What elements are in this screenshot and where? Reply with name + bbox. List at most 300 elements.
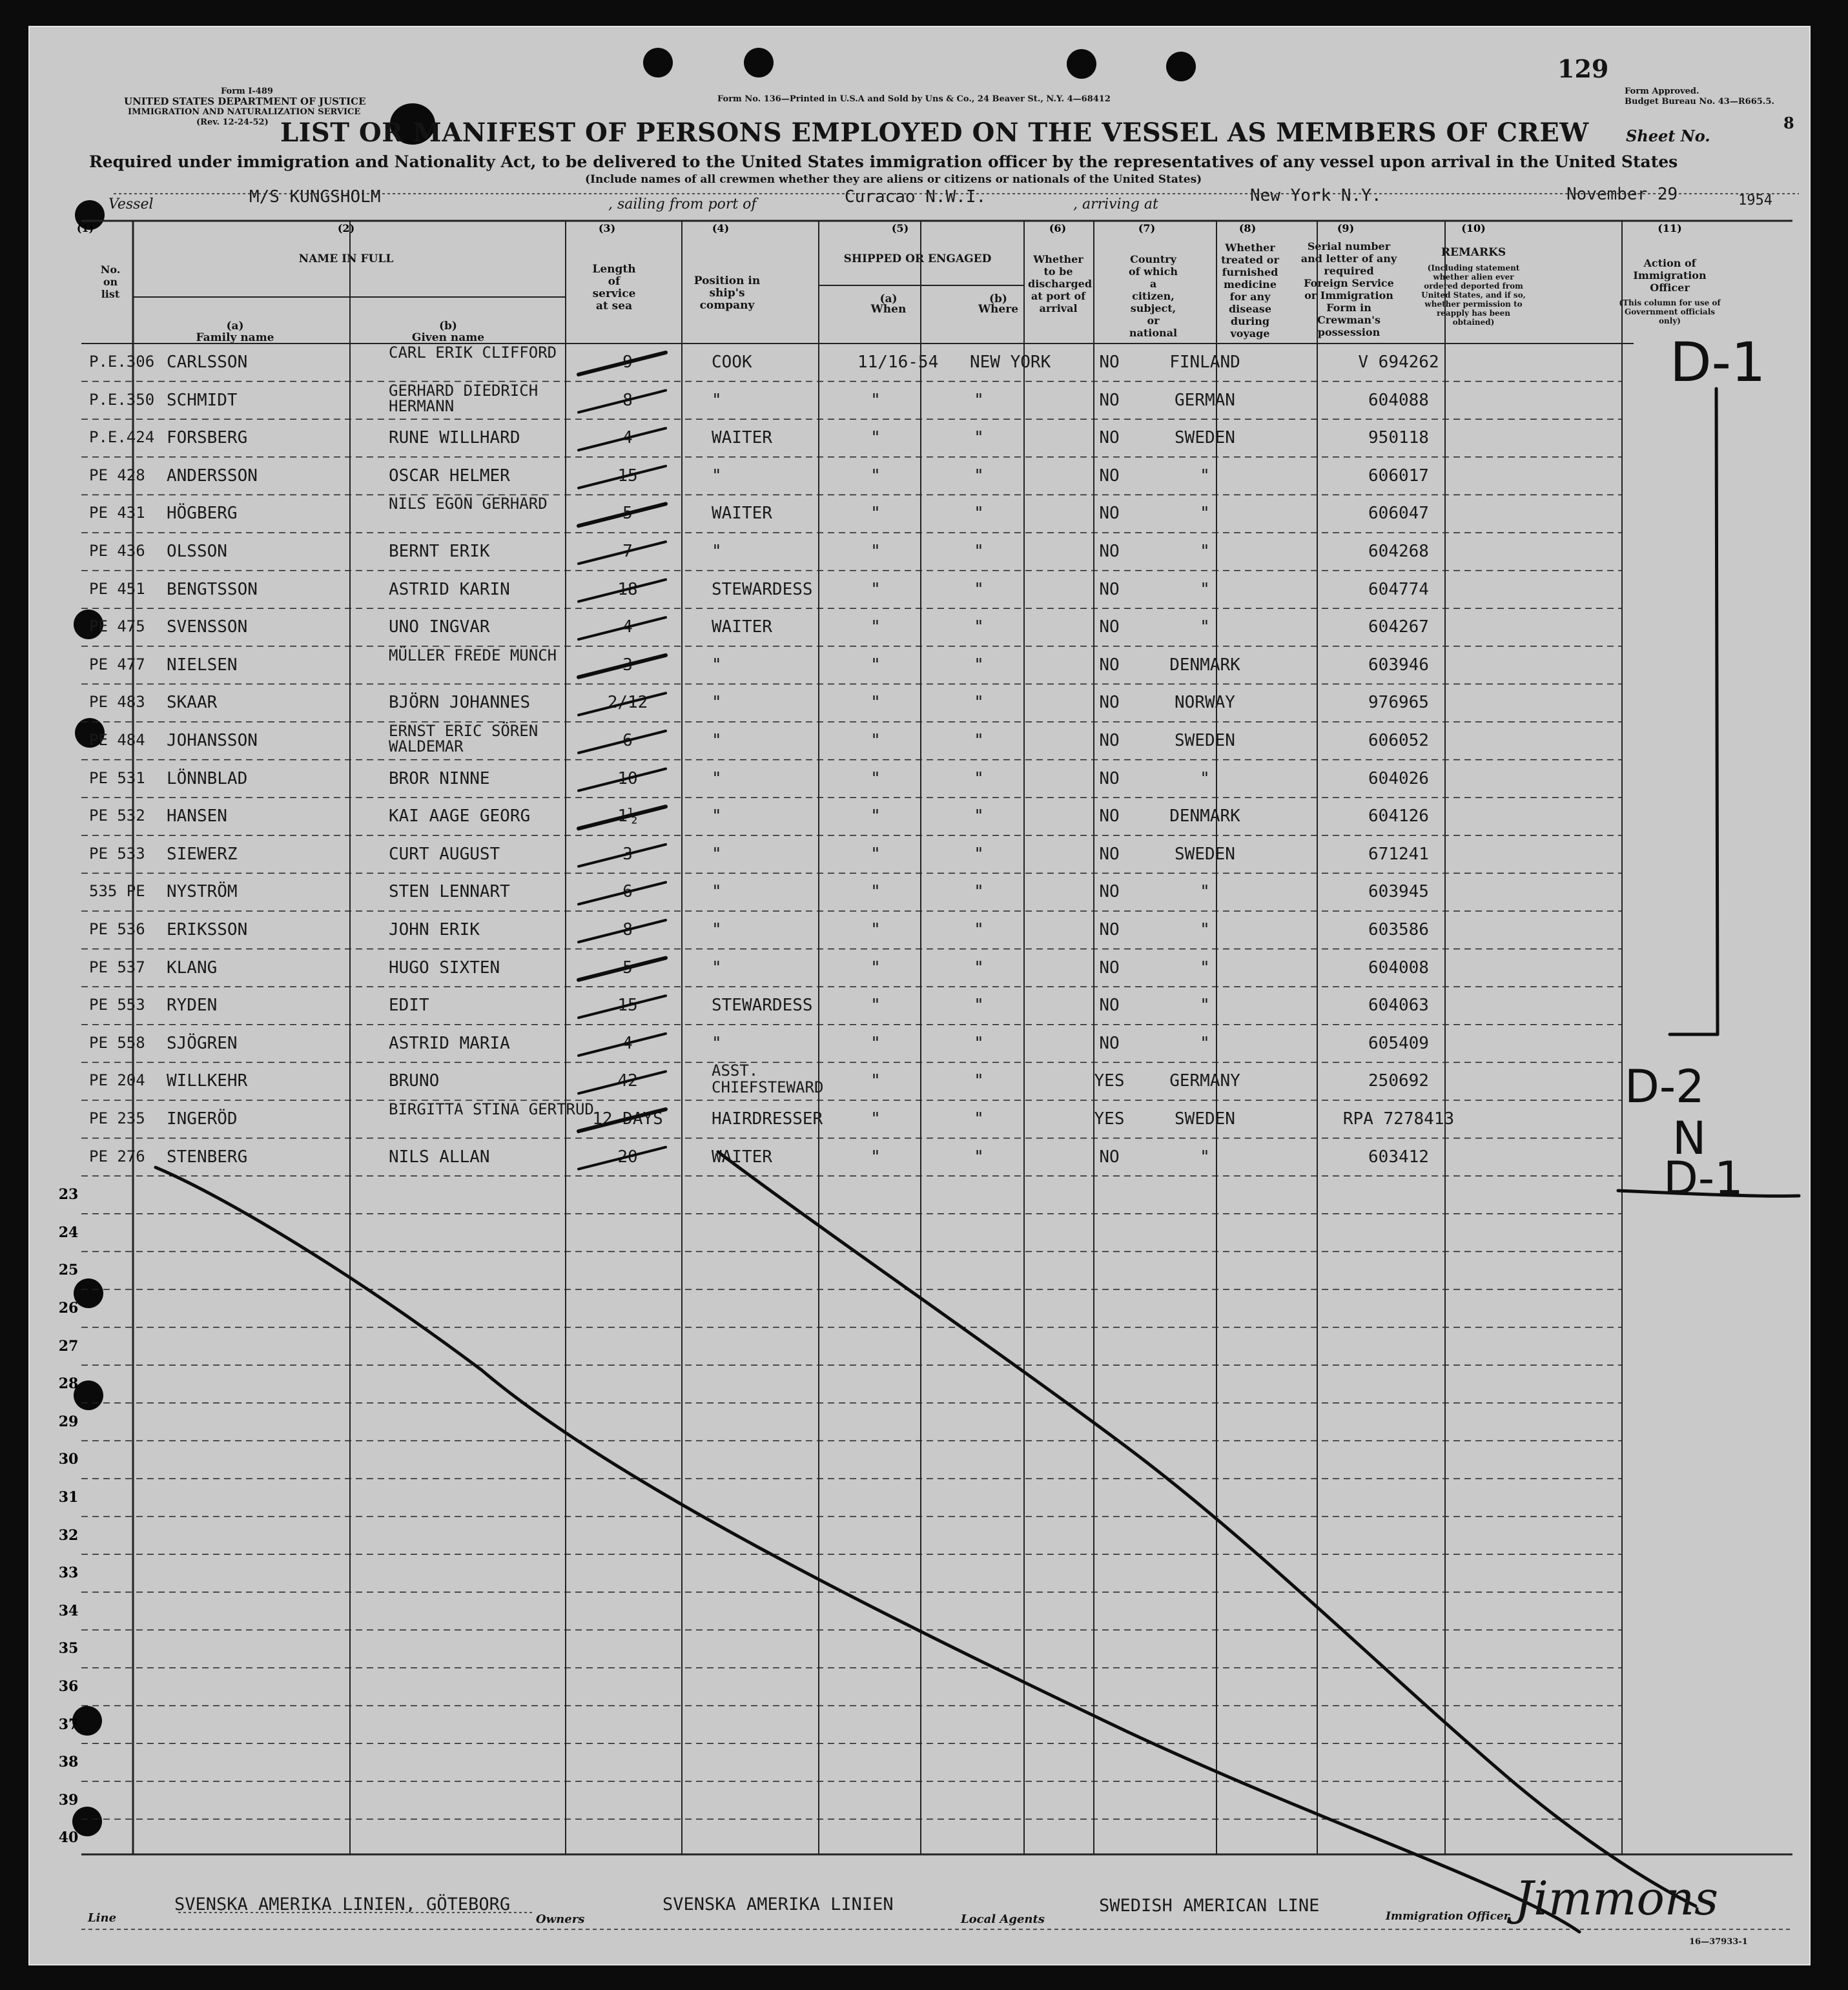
length-of-service: 18: [617, 579, 638, 599]
discharge: NO: [1099, 579, 1120, 599]
family-name: OLSSON: [167, 542, 227, 561]
shipped-where: ": [974, 466, 984, 486]
blank-row-number: 24: [58, 1224, 79, 1241]
given-name: ASTRID KARIN: [389, 579, 510, 599]
agents-value: SWEDISH AMERICAN LINE: [1099, 1896, 1320, 1916]
length-of-service: 1½: [617, 806, 638, 826]
family-name: FORSBERG: [167, 428, 248, 448]
length-check-stroke: [579, 1034, 666, 1056]
shipped-where: ": [974, 1109, 984, 1129]
agents-label: Local Agents: [961, 1913, 1045, 1926]
blank-row-number: 30: [58, 1451, 79, 1468]
family-name: RYDEN: [167, 996, 218, 1016]
length-check-stroke: [579, 769, 666, 791]
given-name: NILS EGON GERHARD: [389, 495, 548, 513]
col-medicine-header: Whether treated or furnished medicine for any disease during voyage: [1221, 241, 1279, 340]
given-name: ERNST ERIC SÖREN WALDEMAR: [389, 722, 539, 755]
given-name: GERHARD DIEDRICH HERMANN: [389, 381, 539, 415]
col-remarks-header: REMARKS: [1441, 246, 1506, 259]
row-number: PE 531: [89, 768, 145, 787]
service-name: IMMIGRATION AND NATURALIZATION SERVICE: [128, 107, 361, 117]
shipped-when: ": [870, 428, 881, 448]
country: FINLAND: [1169, 353, 1240, 372]
given-name: BERNT ERIK: [389, 542, 490, 561]
family-name: LÖNNBLAD: [167, 768, 248, 788]
position: ": [712, 844, 722, 864]
shipped-where: ": [974, 1147, 984, 1167]
given-name: CARL ERIK CLIFFORD: [389, 344, 557, 362]
row-number: P.E.350: [89, 390, 155, 409]
length-of-service: 4: [622, 428, 633, 448]
given-name: EDIT: [389, 996, 429, 1016]
shipped-where: ": [974, 504, 984, 524]
cancel-stroke: [156, 1167, 1579, 1932]
length-check-stroke: [579, 806, 666, 828]
subtitle: Required under immigration and Nationality Act, to be delivered to the United States immigration officer by the representatives of any vessel upon arrival in the United States: [89, 152, 1678, 171]
length-check-stroke: [579, 920, 666, 942]
serial-number: 604088: [1368, 390, 1429, 410]
shipped-when: ": [870, 466, 881, 486]
position: ": [712, 920, 722, 939]
length-of-service: 6: [622, 882, 633, 902]
position: ": [712, 466, 722, 486]
blank-row-number: 34: [58, 1602, 79, 1619]
row-number: P.E.424: [89, 428, 155, 447]
shipped-where: ": [974, 1071, 984, 1091]
discharge: NO: [1099, 466, 1120, 486]
vessel-name: M/S KUNGSHOLM: [249, 187, 381, 207]
shipped-where: ": [974, 428, 984, 448]
col-9-number: (9): [1337, 222, 1355, 234]
family-name: CARLSSON: [167, 353, 248, 372]
discharge: NO: [1099, 428, 1120, 448]
length-check-stroke: [579, 693, 666, 715]
position: WAITER: [712, 1147, 772, 1167]
country: ": [1200, 579, 1210, 599]
serial-number: 606047: [1368, 504, 1429, 524]
length-check-stroke: [579, 845, 666, 867]
col-6-number: (6): [1049, 222, 1067, 234]
given-name: BJÖRN JOHANNES: [389, 693, 531, 713]
family-name: STENBERG: [167, 1147, 248, 1167]
col-4-number: (4): [712, 222, 730, 234]
col-serial-header: Serial number and letter of any required Foreign Service or Immigration Form in Crewman's possession: [1300, 240, 1397, 338]
line-label: Line: [88, 1911, 117, 1925]
shipped-when: ": [870, 806, 881, 826]
serial-number: 604774: [1368, 579, 1429, 599]
country: GERMANY: [1169, 1071, 1240, 1091]
country: ": [1200, 920, 1210, 939]
budget-bureau: Budget Bureau No. 43—R665.5.: [1625, 97, 1774, 107]
blank-row-number: 33: [58, 1564, 79, 1582]
include-note: (Include names of all crewmen whether they are aliens or citizens or nationals of the United States): [585, 173, 1202, 186]
length-of-service: 4: [622, 1033, 633, 1053]
discharge: NO: [1099, 1147, 1120, 1167]
row-number: PE 536: [89, 920, 145, 938]
form-revision: (Rev. 12-24-52): [196, 118, 269, 127]
shipped-where: ": [974, 617, 984, 637]
family-name: NYSTRÖM: [167, 882, 238, 902]
length-of-service: 3: [622, 844, 633, 864]
country: NORWAY: [1175, 693, 1235, 713]
length-check-stroke: [579, 580, 666, 602]
given-name: RUNE WILLHARD: [389, 428, 520, 448]
discharge: NO: [1099, 920, 1120, 939]
discharge: NO: [1099, 617, 1120, 637]
blank-row-number: 28: [58, 1375, 79, 1393]
row-number: PE 235: [89, 1109, 145, 1127]
blank-row-number: 37: [58, 1716, 79, 1733]
shipped-where: ": [974, 958, 984, 978]
row-number: PE 484: [89, 731, 145, 749]
shipped-when: ": [870, 617, 881, 637]
given-name: BIRGITTA STINA GERTRUD: [389, 1100, 594, 1118]
row-number: PE 276: [89, 1147, 145, 1165]
discharge: NO: [1099, 844, 1120, 864]
country: SWEDEN: [1175, 428, 1235, 448]
shipped-when: ": [870, 1147, 881, 1167]
length-of-service: 2/12: [607, 693, 648, 713]
shipped-when: ": [870, 768, 881, 788]
serial-number: 606017: [1368, 466, 1429, 486]
country: ": [1200, 466, 1210, 486]
discharge: NO: [1099, 1033, 1120, 1053]
position: WAITER: [712, 428, 772, 448]
col-family-header: Family name: [196, 331, 274, 344]
position: ": [712, 542, 722, 561]
discharge: NO: [1099, 353, 1120, 372]
col-where-header: Where: [978, 303, 1019, 316]
arriving-label: , arriving at: [1073, 196, 1158, 212]
length-check-stroke: [579, 882, 666, 904]
serial-number: RPA 7278413: [1342, 1109, 1455, 1129]
col-10-number: (10): [1461, 222, 1486, 234]
row-number: PE 431: [89, 504, 145, 522]
row-number: PE 533: [89, 844, 145, 863]
length-of-service: 12 DAYS: [592, 1109, 663, 1129]
col-discharge-header: Whether to be discharged at port of arrival: [1028, 253, 1092, 314]
family-name: SCHMIDT: [167, 390, 238, 410]
blank-row-number: 32: [58, 1526, 79, 1544]
row-number: P.E.306: [89, 353, 155, 371]
position: HAIRDRESSER: [712, 1109, 823, 1129]
country: DENMARK: [1169, 655, 1240, 675]
sailing-port: Curacao N.W.I.: [845, 187, 987, 207]
position: ": [712, 1033, 722, 1053]
shipped-when: ": [870, 996, 881, 1016]
given-name: JOHN ERIK: [389, 920, 480, 939]
form-code: 16—37933-1: [1689, 1937, 1748, 1947]
row-number: PE 204: [89, 1071, 145, 1090]
shipped-when: ": [870, 504, 881, 524]
col-when-header: When: [870, 303, 907, 316]
discharge: NO: [1099, 731, 1120, 750]
discharge: NO: [1099, 958, 1120, 978]
family-name: JOHANSSON: [167, 731, 258, 750]
family-name: ANDERSSON: [167, 466, 258, 486]
col-name-header: NAME IN FULL: [298, 252, 394, 265]
length-of-service: 42: [617, 1071, 638, 1091]
length-check-stroke: [579, 655, 666, 677]
department-name: UNITED STATES DEPARTMENT OF JUSTICE: [124, 96, 366, 107]
given-name: BRUNO: [389, 1071, 440, 1091]
family-name: SJÖGREN: [167, 1033, 238, 1053]
serial-number: 250692: [1368, 1071, 1429, 1091]
discharge: NO: [1099, 504, 1120, 524]
country: SWEDEN: [1175, 844, 1235, 864]
position: ": [712, 958, 722, 978]
discharge: NO: [1099, 542, 1120, 561]
blank-row-number: 23: [58, 1186, 79, 1204]
col-11-number: (11): [1658, 222, 1682, 234]
country: ": [1200, 617, 1210, 637]
col-7-number: (7): [1138, 222, 1156, 234]
blank-row-number: 36: [58, 1678, 79, 1695]
country: SWEDEN: [1175, 731, 1235, 750]
serial-number: 603946: [1368, 655, 1429, 675]
discharge: NO: [1099, 655, 1120, 675]
length-of-service: 3: [622, 655, 633, 675]
owners-label: Owners: [536, 1913, 585, 1926]
row-number: PE 428: [89, 466, 145, 484]
serial-number: 606052: [1368, 731, 1429, 750]
length-check-stroke: [579, 504, 666, 526]
family-name: BENGTSSON: [167, 579, 258, 599]
given-name: HUGO SIXTEN: [389, 958, 500, 978]
shipped-when: ": [870, 882, 881, 902]
sailing-label: , sailing from port of: [608, 196, 757, 212]
discharge: NO: [1099, 882, 1120, 902]
blank-row-number: 29: [58, 1413, 79, 1430]
shipped-when: ": [870, 655, 881, 675]
length-check-stroke: [579, 617, 666, 639]
col-country-header: Country of which a citizen, subject, or national: [1129, 253, 1178, 339]
position: ": [712, 655, 722, 675]
length-check-stroke: [579, 353, 666, 374]
blank-row-number: 38: [58, 1754, 79, 1771]
line-value: SVENSKA AMERIKA LINIEN, GÖTEBORG: [174, 1894, 511, 1914]
action-n-mark: N: [1672, 1112, 1707, 1165]
given-name: KAI AAGE GEORG: [389, 806, 531, 826]
col-position-header: Position in ship's company: [693, 274, 761, 312]
serial-number: 603945: [1368, 882, 1429, 902]
country: ": [1200, 958, 1210, 978]
length-of-service: 15: [617, 996, 638, 1016]
row-number: PE 537: [89, 958, 145, 976]
row-number: PE 477: [89, 655, 145, 673]
shipped-when: ": [870, 731, 881, 750]
arriving-port: New York N.Y.: [1250, 186, 1382, 205]
country: GERMAN: [1175, 390, 1235, 410]
position: ": [712, 768, 722, 788]
given-name: MÜLLER FREDE MUNCH: [389, 646, 557, 664]
shipped-where: ": [974, 655, 984, 675]
row-number: PE 532: [89, 806, 145, 825]
action-d2-mark: D-2: [1625, 1060, 1705, 1113]
shipped-when: ": [870, 920, 881, 939]
shipped-when: ": [870, 1071, 881, 1091]
shipped-where: ": [974, 1033, 984, 1053]
shipped-when: ": [870, 844, 881, 864]
length-of-service: 5: [622, 958, 633, 978]
blank-row-number: 35: [58, 1640, 79, 1657]
country: ": [1200, 768, 1210, 788]
owners-value: SVENSKA AMERIKA LINIEN: [662, 1894, 894, 1914]
row-number: PE 558: [89, 1033, 145, 1052]
shipped-where: ": [974, 806, 984, 826]
col-where-sub: (b): [989, 292, 1007, 305]
position: WAITER: [712, 617, 772, 637]
shipped-when: ": [870, 579, 881, 599]
col-action-sub: (This column for use of Government officials only): [1619, 298, 1721, 325]
position: STEWARDESS: [712, 579, 813, 599]
row-number: PE 436: [89, 542, 145, 560]
shipped-where: ": [974, 996, 984, 1016]
action-bracket: [1716, 389, 1718, 1034]
length-check-stroke: [579, 391, 666, 413]
blank-row-number: 31: [58, 1489, 79, 1506]
action-d1-mark: D-1: [1670, 331, 1766, 394]
row-number: PE 483: [89, 693, 145, 712]
family-name: SKAAR: [167, 693, 218, 713]
country: ": [1200, 504, 1210, 524]
family-name: NIELSEN: [167, 655, 238, 675]
shipped-where: ": [974, 920, 984, 939]
serial-number: 603412: [1368, 1147, 1429, 1167]
given-name: BROR NINNE: [389, 768, 490, 788]
length-of-service: 5: [622, 504, 633, 524]
row-number: PE 475: [89, 617, 145, 636]
length-of-service: 8: [622, 390, 633, 410]
blank-row-number: 27: [58, 1337, 79, 1355]
page-number: 129: [1557, 54, 1609, 83]
handwritten-ink: [30, 27, 1809, 1964]
col-family-sub: (a): [226, 320, 244, 333]
shipped-when: ": [870, 1033, 881, 1053]
given-name: OSCAR HELMER: [389, 466, 510, 486]
family-name: HANSEN: [167, 806, 227, 826]
serial-number: V 694262: [1358, 353, 1439, 372]
family-name: WILLKEHR: [167, 1071, 248, 1091]
given-name: UNO INGVAR: [389, 617, 490, 637]
shipped-when: ": [870, 1109, 881, 1129]
length-check-stroke: [579, 542, 666, 564]
shipped-where: ": [974, 693, 984, 713]
blank-row-number: 26: [58, 1300, 79, 1317]
position: COOK: [712, 353, 752, 372]
position: ": [712, 731, 722, 750]
printer-note: Form No. 136—Printed in U.S.A and Sold by Uns & Co., 24 Beaver St., N.Y. 4—68412: [717, 94, 1111, 104]
blank-row-number: 25: [58, 1262, 79, 1279]
length-check-stroke: [579, 1147, 666, 1169]
country: ": [1200, 1033, 1210, 1053]
discharge: NO: [1099, 996, 1120, 1016]
length-check-stroke: [579, 428, 666, 450]
vessel-label: Vessel: [108, 196, 154, 212]
shipped-when: ": [870, 390, 881, 410]
family-name: HÖGBERG: [167, 504, 238, 524]
shipped-where: ": [974, 882, 984, 902]
col-when-sub: (a): [879, 292, 898, 305]
given-name: NILS ALLAN: [389, 1147, 490, 1167]
serial-number: 604267: [1368, 617, 1429, 637]
shipped-where: NEW YORK: [970, 353, 1051, 372]
position: ": [712, 882, 722, 902]
arrival-date: November 29: [1566, 185, 1678, 204]
length-check-stroke: [579, 958, 666, 980]
shipped-when: 11/16-54: [857, 353, 939, 372]
col-8-number: (8): [1238, 222, 1257, 234]
serial-number: 604026: [1368, 768, 1429, 788]
length-of-service: 6: [622, 731, 633, 750]
col-no-header: No. on list: [100, 263, 121, 300]
serial-number: 604126: [1368, 806, 1429, 826]
family-name: KLANG: [167, 958, 218, 978]
serial-number: 604008: [1368, 958, 1429, 978]
length-of-service: 7: [622, 542, 633, 561]
page-title: LIST OR MANIFEST OF PERSONS EMPLOYED ON THE VESSEL AS MEMBERS OF CREW: [280, 118, 1589, 148]
arrival-year: 1954: [1738, 192, 1772, 209]
col-remarks-sub: (Including statement whether alien ever ordered deported from United States, and if so, whether permission to reapply has been obtained): [1421, 263, 1526, 327]
action-d1-last-mark: D-1: [1663, 1152, 1743, 1205]
shipped-where: ": [974, 731, 984, 750]
family-name: ERIKSSON: [167, 920, 248, 939]
form-number: Form I-489: [221, 87, 273, 96]
form-approved: Form Approved.: [1625, 87, 1699, 96]
row-number: PE 553: [89, 996, 145, 1014]
position: ": [712, 693, 722, 713]
shipped-when: ": [870, 958, 881, 978]
country: ": [1200, 1147, 1210, 1167]
length-check-stroke: [579, 996, 666, 1018]
length-check-stroke: [579, 1071, 666, 1093]
blank-row-number: 40: [58, 1829, 79, 1847]
country: ": [1200, 882, 1210, 902]
family-name: SIEWERZ: [167, 844, 238, 864]
country: ": [1200, 996, 1210, 1016]
shipped-when: ": [870, 542, 881, 561]
length-of-service: 8: [622, 920, 633, 939]
given-name: ASTRID MARIA: [389, 1033, 510, 1053]
officer-signature: Jimmons: [1515, 1871, 1719, 1925]
length-of-service: 4: [622, 617, 633, 637]
length-check-stroke: [579, 731, 666, 753]
position: ASST. CHIEFSTEWARD: [712, 1062, 824, 1097]
manifest-sheet: [28, 26, 1811, 1965]
col-shipped-header: SHIPPED OR ENGAGED: [843, 252, 992, 265]
country: DENMARK: [1169, 806, 1240, 826]
serial-number: 603586: [1368, 920, 1429, 939]
length-check-stroke: [579, 466, 666, 488]
shipped-where: ": [974, 768, 984, 788]
blank-row-number: 39: [58, 1791, 79, 1809]
family-name: SVENSSON: [167, 617, 248, 637]
col-given-sub: (b): [439, 320, 457, 333]
officer-label: Immigration Officer: [1386, 1910, 1510, 1923]
given-name: CURT AUGUST: [389, 844, 500, 864]
discharge: NO: [1099, 693, 1120, 713]
discharge: YES: [1094, 1109, 1125, 1129]
serial-number: 950118: [1368, 428, 1429, 448]
cancel-stroke: [718, 1152, 1696, 1906]
serial-number: 604063: [1368, 996, 1429, 1016]
shipped-where: ": [974, 579, 984, 599]
country: ": [1200, 542, 1210, 561]
serial-number: 671241: [1368, 844, 1429, 864]
discharge: NO: [1099, 390, 1120, 410]
position: ": [712, 390, 722, 410]
position: WAITER: [712, 504, 772, 524]
